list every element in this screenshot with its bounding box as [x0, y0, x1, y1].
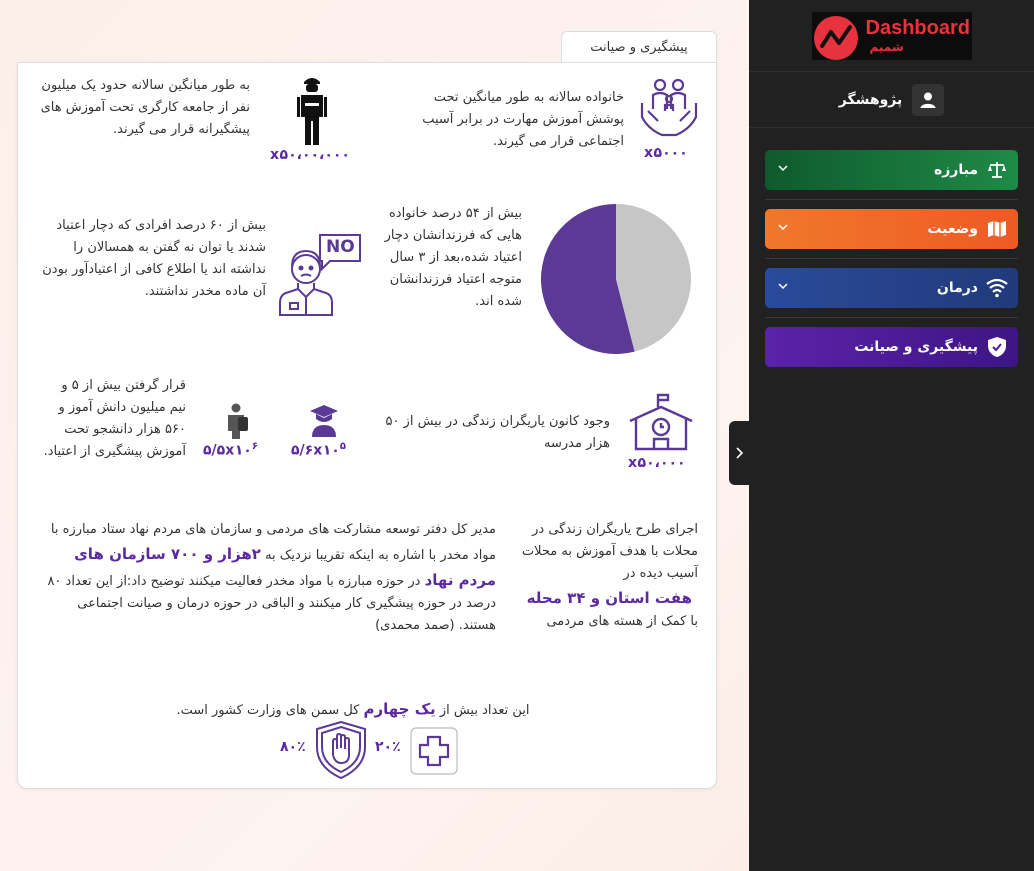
logo[interactable] [812, 12, 972, 60]
chevron-down-icon[interactable] [777, 162, 789, 178]
pupil-base: ۵/۵x۱۰ [203, 442, 252, 459]
workers-text: به طور میانگین سالانه حدود یک میلیون نفر از جامعه کارگری تحت آموزش های پیشگیرانه قرار می گیرند. [40, 78, 250, 137]
school-text: وجود کانون یاریگران زندگی در بیش از ۵۰ هزار مدرسه [385, 414, 610, 451]
divider [765, 199, 1018, 200]
sidebar-item-fight[interactable] [765, 150, 1018, 190]
divider [765, 258, 1018, 259]
pie-chart-svg [540, 203, 692, 355]
prevention-percent: ۸۰٪ [280, 739, 306, 755]
treatment-percent: ۲۰٪ [375, 739, 401, 755]
user-name: پژوهشگر [838, 91, 903, 108]
sidebar [749, 0, 1034, 871]
graduate-icon [310, 405, 338, 441]
workers-count: x۵۰،۰۰،۰۰۰ [270, 147, 350, 163]
no-label: NO [326, 237, 355, 257]
wifi-icon [986, 277, 1008, 299]
program-highlight: هفت استان و ۳۴ محله [526, 589, 692, 607]
user-icon [912, 84, 944, 116]
program-text-1: اجرای طرح یاریگران زندگی در محلات با هدف آموزش به محلات آسیب دیده در [521, 522, 698, 581]
pie-chart [540, 203, 692, 359]
sidebar-item-label: پیشگیری و صیانت [854, 339, 978, 355]
logo-mark-icon [814, 16, 858, 60]
sidebar-item-label: درمان [936, 280, 978, 296]
quarter-line [138, 696, 568, 722]
school-icon [628, 393, 694, 457]
family-text: خانواده سالانه به طور میانگین تحت پوشش آموزش مهارت در برابر آسیب اجتماعی قرار می گیرند. [422, 90, 624, 149]
chevron-right-icon [734, 446, 744, 460]
program-block [514, 519, 698, 633]
ngo-text-2: در حوزه مبارزه با مواد مخدر فعالیت میکنند توضیح داد:از این تعداد ۸۰ درصد در حوزه پیشگیری کار میکنند و الباقی در حوزه درمان و صیانت اجتماعی هستند. (صمد محمدی) [47, 574, 496, 633]
pupil-exponent: ۶ [251, 441, 258, 452]
shield-check-icon [986, 336, 1008, 358]
user-row[interactable] [749, 72, 1034, 128]
school-students-count [203, 441, 258, 459]
students-text: قرار گرفتن بیش از ۵ و نیم میلیون دانش آموز و ۵۶۰ هزار دانشجو تحت آموزش پیشگیری از اعتیاد. [43, 378, 186, 459]
map-icon [986, 218, 1008, 240]
ngo-highlight: ۲هزار و ۷۰۰ سازمان های مردم نهاد [74, 545, 496, 589]
sidebar-menu [749, 128, 1034, 367]
tab-label: پیشگیری و صیانت [590, 40, 688, 55]
logo-subtitle: شمیم [869, 39, 904, 54]
divider [765, 317, 1018, 318]
sidebar-item-status[interactable] [765, 209, 1018, 249]
sidebar-item-prevention[interactable] [765, 327, 1018, 367]
quarter-post: کل سمن های وزارت کشور است. [176, 703, 360, 718]
sidebar-toggle-button[interactable] [729, 421, 749, 485]
sidebar-item-label: مبارزه [933, 162, 978, 178]
worker-icon [296, 73, 328, 151]
university-students-count [291, 441, 346, 459]
student-icon [222, 403, 250, 443]
logo-area [749, 0, 1034, 72]
ngo-text-1: مدیر کل دفتر توسعه مشارکت های مردمی و سازمان های مردم نهاد ستاد مبارزه با مواد مخدر با اشاره به اینکه تقریبا نزدیک به [50, 522, 496, 563]
quarter-highlight: یک چهارم [363, 700, 436, 718]
tab-prevention[interactable] [561, 31, 717, 63]
sidebar-item-treatment[interactable] [765, 268, 1018, 308]
sidebar-item-label: وضعیت [927, 221, 978, 237]
medical-cross-icon [410, 727, 458, 779]
content-card [17, 62, 717, 789]
ngo-block [44, 519, 496, 637]
shield-hand-icon [316, 721, 366, 783]
scales-icon [986, 159, 1008, 181]
university-exponent: ۵ [339, 441, 346, 452]
chevron-down-icon[interactable] [777, 280, 789, 296]
university-base: ۵/۶x۱۰ [291, 442, 340, 459]
program-text-2: با کمک از هسته های مردمی [546, 614, 698, 629]
logo-title: Dashboard [865, 16, 970, 39]
quarter-pre: این تعداد بیش از [439, 703, 530, 718]
no-text: بیش از ۶۰ درصد افرادی که دچار اعتیاد شدند یا توان نه گفتن به همسالان را نداشته اند یا اطلاع کافی از اعتیادآور بودن آن ماده مخدر نداشتند. [42, 218, 266, 299]
pie-text: بیش از ۵۴ درصد خانواده هایی که فرزندانشان دچار اعتیاد شده،بعد از ۳ سال متوجه اعتیاد فرزندانشان شده اند. [384, 206, 522, 309]
family-care-icon [640, 77, 698, 145]
school-count: x۵۰،۰۰۰ [628, 455, 686, 471]
chevron-down-icon[interactable] [777, 221, 789, 237]
family-count: x۵۰۰۰ [644, 145, 688, 161]
